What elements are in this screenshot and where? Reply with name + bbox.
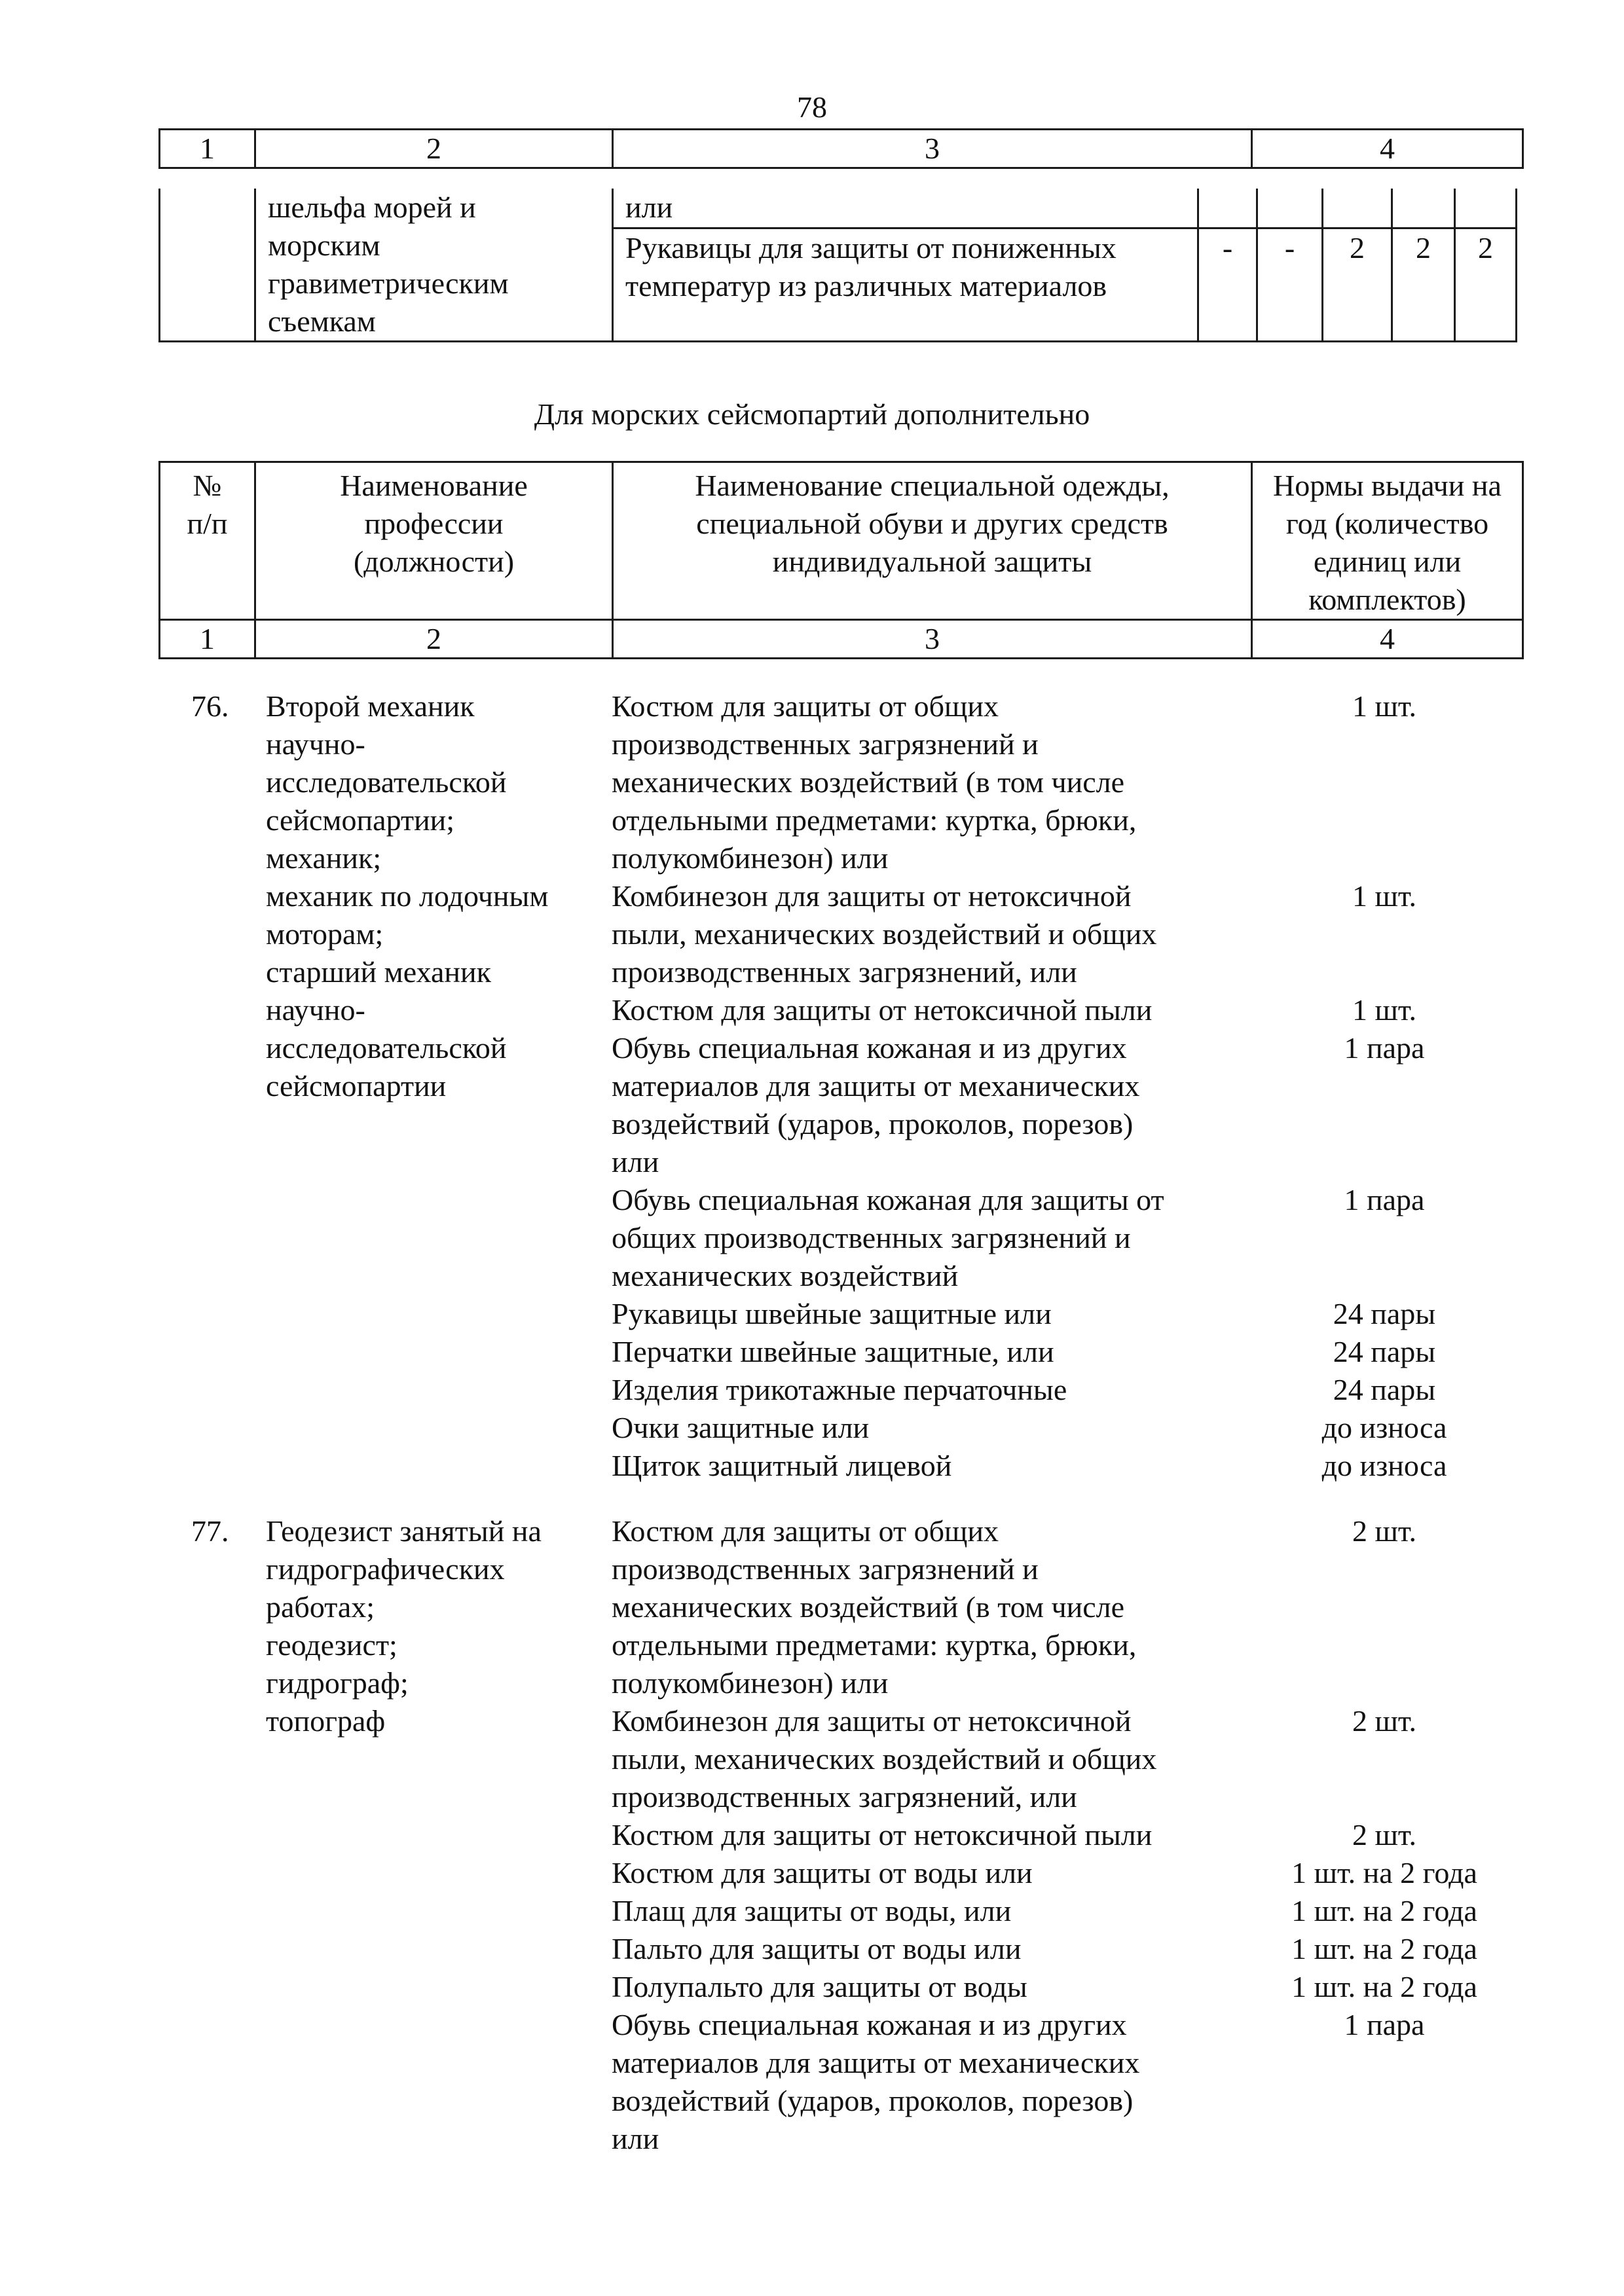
profession-line: исследовательской	[266, 765, 507, 799]
header-line: единиц или	[1313, 545, 1462, 578]
item-line: Обувь специальная кожаная для защиты от	[612, 1183, 1164, 1216]
item-line: производственных загрязнений и	[612, 727, 1039, 761]
col-number-4: 4	[1252, 130, 1523, 168]
item-half-coat: Полупальто для защиты от воды	[612, 1970, 1027, 2003]
continuation-table	[158, 189, 1517, 342]
header-col-number-1: 1	[160, 620, 255, 659]
continuation-profession-line: съемкам	[268, 304, 376, 338]
continuation-item-mittens	[613, 228, 1198, 342]
norm-value: 2 шт.	[1352, 1818, 1417, 1851]
norm-value: 1 пара	[1344, 1183, 1425, 1216]
header-line: год (количество	[1285, 507, 1489, 540]
item-line: механических воздействий	[612, 1259, 959, 1292]
continuation-empty-cell	[1257, 189, 1323, 228]
norm-value: 24 пары	[1333, 1335, 1436, 1368]
header-line: №	[193, 469, 222, 502]
continuation-value: 2	[1323, 228, 1392, 342]
norm-value: 1 шт.	[1352, 879, 1417, 913]
profession-line: Геодезист занятый на	[266, 1514, 542, 1548]
profession-line: топограф	[266, 1704, 386, 1738]
item-dust-costume: Костюм для защиты от нетоксичной пыли	[612, 993, 1153, 1027]
item-line: пыли, механических воздействий и общих	[612, 917, 1157, 951]
norm-value: 1 пара	[1344, 1031, 1425, 1065]
item-line: пыли, механических воздействий и общих	[612, 1742, 1157, 1776]
profession-line: геодезист;	[266, 1628, 397, 1662]
item-line: механических воздействий (в том числе	[612, 765, 1125, 799]
item-water-costume: Костюм для защиты от воды или	[612, 1856, 1033, 1889]
header-line: специальной обуви и других средств	[696, 507, 1168, 540]
continuation-profession-cell	[255, 189, 613, 342]
item-gloves: Перчатки швейные защитные, или	[612, 1335, 1054, 1368]
header-line: п/п	[187, 507, 228, 540]
header-line: Наименование специальной одежды,	[695, 469, 1170, 502]
item-coverall	[612, 877, 1240, 991]
continuation-num-cell	[160, 189, 255, 342]
item-line: воздействий (ударов, проколов, порезов)	[612, 2084, 1134, 2117]
header-col-norms	[1252, 462, 1523, 620]
item-line: Комбинезон для защиты от нетоксичной	[612, 1704, 1132, 1738]
header-line: комплектов)	[1308, 583, 1466, 616]
continuation-empty-cell	[1392, 189, 1455, 228]
item-line: Комбинезон для защиты от нетоксичной	[612, 879, 1132, 913]
item-footwear-mechanical	[612, 2006, 1240, 2158]
norm-value: до износа	[1321, 1449, 1447, 1482]
item-line: воздействий (ударов, проколов, порезов)	[612, 1107, 1134, 1140]
item-line: отдельными предметами: куртка, брюки,	[612, 803, 1137, 837]
header-line: (должности)	[353, 545, 515, 578]
norm-value: 1 шт. на 2 года	[1291, 1894, 1477, 1927]
item-raincoat: Плащ для защиты от воды, или	[612, 1894, 1012, 1927]
entry-number: 76.	[191, 689, 229, 723]
item-mittens: Рукавицы швейные защитные или	[612, 1297, 1052, 1330]
profession-line: работах;	[266, 1590, 375, 1624]
header-line: Наименование	[340, 469, 528, 502]
norm-value: 1 шт.	[1352, 689, 1417, 723]
item-line: Обувь специальная кожаная и из других	[612, 2008, 1127, 2041]
item-line: механических воздействий (в том числе	[612, 1590, 1125, 1624]
norm-value: 1 шт.	[1352, 993, 1417, 1027]
header-col-number-3: 3	[613, 620, 1252, 659]
item-line: или	[612, 2122, 659, 2155]
profession-line: научно-	[266, 727, 365, 761]
header-col-number-4: 4	[1252, 620, 1523, 659]
header-col-number-2: 2	[255, 620, 613, 659]
continuation-item-line: температур из различных материалов	[625, 269, 1107, 303]
header-line: Нормы выдачи на	[1273, 469, 1502, 502]
profession-line: механик;	[266, 841, 382, 875]
norm-value: 24 пары	[1333, 1297, 1436, 1330]
entry-items	[612, 687, 1240, 1485]
continuation-empty-cell	[1455, 189, 1517, 228]
item-line: производственных загрязнений, или	[612, 1780, 1077, 1813]
item-line: отдельными предметами: куртка, брюки,	[612, 1628, 1137, 1662]
norm-value: 1 шт. на 2 года	[1291, 1856, 1477, 1889]
continuation-item-or: или	[613, 189, 1198, 228]
item-costume-general	[612, 687, 1240, 877]
item-line: материалов для защиты от механических	[612, 1069, 1140, 1102]
profession-line: механик по лодочным	[266, 879, 549, 913]
header-col-number	[160, 462, 255, 620]
item-costume-general	[612, 1512, 1240, 1702]
item-line: материалов для защиты от механических	[612, 2046, 1140, 2079]
continuation-profession-line: гравиметрическим	[268, 266, 509, 300]
page-number: 78	[797, 90, 827, 124]
entry-items	[612, 1512, 1240, 2158]
norm-value: 1 шт. на 2 года	[1291, 1970, 1477, 2003]
column-number-row-top	[158, 128, 1524, 169]
item-line: полукомбинезон) или	[612, 1666, 889, 1700]
section-title: Для морских сейсмопартий дополнительно	[534, 397, 1090, 431]
profession-line: моторам;	[266, 917, 384, 951]
entry-profession	[266, 1512, 600, 1740]
norm-value: до износа	[1321, 1411, 1447, 1444]
norm-value: 2 шт.	[1352, 1704, 1417, 1738]
item-face-shield: Щиток защитный лицевой	[612, 1449, 952, 1482]
header-col-profession	[255, 462, 613, 620]
profession-line: научно-	[266, 993, 365, 1027]
profession-line: сейсмопартии	[266, 1069, 447, 1102]
item-goggles: Очки защитные или	[612, 1411, 870, 1444]
item-dust-costume: Костюм для защиты от нетоксичной пыли	[612, 1818, 1153, 1851]
header-col-protection	[613, 462, 1252, 620]
entry-number: 77.	[191, 1514, 229, 1548]
item-line: производственных загрязнений, или	[612, 955, 1077, 989]
continuation-value: 2	[1455, 228, 1517, 342]
norm-value: 1 пара	[1344, 2008, 1425, 2041]
item-line: или	[612, 1145, 659, 1178]
item-coverall	[612, 1702, 1240, 1816]
continuation-profession-line: морским	[268, 228, 380, 262]
continuation-empty-cell	[1198, 189, 1257, 228]
continuation-profession-line: шельфа морей и	[268, 191, 476, 224]
item-line: общих производственных загрязнений и	[612, 1221, 1131, 1254]
profession-line: сейсмопартии;	[266, 803, 455, 837]
item-line: Обувь специальная кожаная и из других	[612, 1031, 1127, 1065]
norm-value: 24 пары	[1333, 1373, 1436, 1406]
continuation-empty-cell	[1323, 189, 1392, 228]
norm-value: 1 шт. на 2 года	[1291, 1932, 1477, 1965]
profession-line: Второй механик	[266, 689, 475, 723]
col-number-2: 2	[255, 130, 613, 168]
continuation-item-line: Рукавицы для защиты от пониженных	[625, 231, 1116, 265]
header-line: профессии	[364, 507, 504, 540]
header-line: индивидуальной защиты	[772, 545, 1092, 578]
item-coat: Пальто для защиты от воды или	[612, 1932, 1022, 1965]
profession-line: гидрографических	[266, 1552, 505, 1586]
main-table-header	[158, 461, 1524, 659]
continuation-value: 2	[1392, 228, 1455, 342]
item-line: полукомбинезон) или	[612, 841, 889, 875]
continuation-value: -	[1198, 228, 1257, 342]
profession-line: старший механик	[266, 955, 491, 989]
col-number-3: 3	[613, 130, 1252, 168]
continuation-value: -	[1257, 228, 1323, 342]
item-knit-gloves: Изделия трикотажные перчаточные	[612, 1373, 1067, 1406]
norm-value: 2 шт.	[1352, 1514, 1417, 1548]
item-line: Костюм для защиты от общих	[612, 1514, 999, 1548]
item-line: производственных загрязнений и	[612, 1552, 1039, 1586]
entry-profession	[266, 687, 600, 1105]
item-footwear-mechanical	[612, 1029, 1240, 1181]
profession-line: гидрограф;	[266, 1666, 409, 1700]
item-footwear-general	[612, 1181, 1240, 1295]
profession-line: исследовательской	[266, 1031, 507, 1065]
item-line: Костюм для защиты от общих	[612, 689, 999, 723]
col-number-1: 1	[160, 130, 255, 168]
